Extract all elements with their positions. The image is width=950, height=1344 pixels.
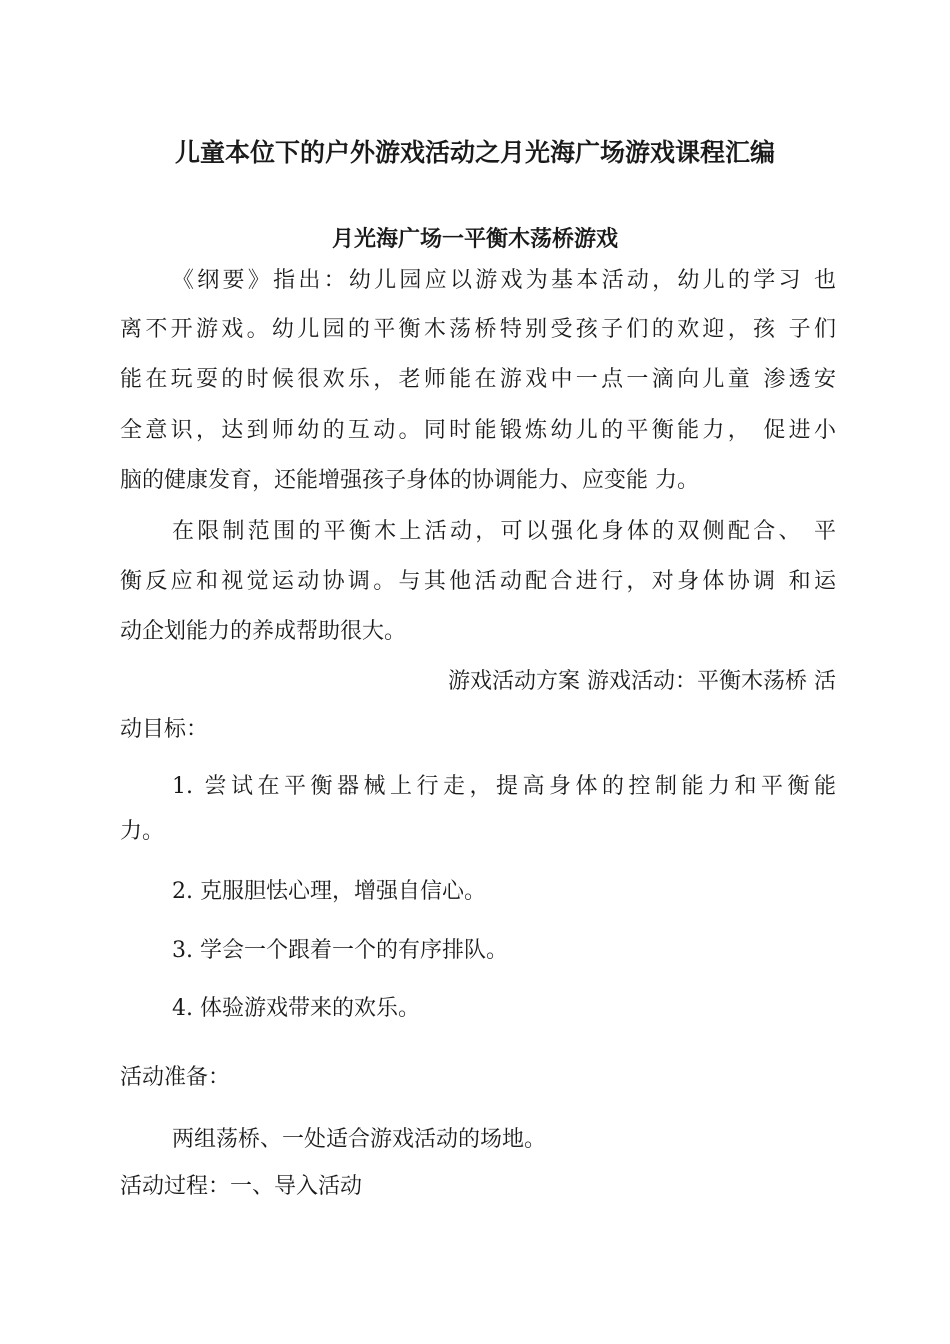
paragraph-line: 衡反应和视觉运动协调。与其他活动配合进行，对身体协调 和运 <box>120 569 836 594</box>
goals-heading: 动目标： <box>120 717 209 742</box>
section-subtitle: 月光海广场一平衡木荡桥游戏 <box>331 226 618 252</box>
paragraph-line: 脑的健康发育，还能增强孩子身体的协调能力、应变能 力。 <box>120 468 699 493</box>
goal-item: 4. 体验游戏带来的欢乐。 <box>172 996 420 1021</box>
prep-text: 两组荡桥、一处适合游戏活动的场地。 <box>172 1127 547 1152</box>
paragraph-line: 能在玩耍的时候很欢乐，老师能在游戏中一点一滴向儿童 渗透安 <box>120 367 836 392</box>
paragraph-line: 《纲要》指出：幼儿园应以游戏为基本活动，幼儿的学习 也 <box>172 268 836 293</box>
goal-item: 2. 克服胆怯心理，增强自信心。 <box>172 879 486 904</box>
paragraph-line: 动企划能力的养成帮助很大。 <box>120 619 407 644</box>
plan-heading: 游戏活动方案 游戏活动：平衡木荡桥 活 <box>448 669 836 694</box>
goal-item: 3. 学会一个跟着一个的有序排队。 <box>172 938 508 963</box>
document-title: 儿童本位下的户外游戏活动之月光海广场游戏课程汇编 <box>174 138 775 167</box>
paragraph-line: 在限制范围的平衡木上活动，可以强化身体的双侧配合、 平 <box>172 519 836 544</box>
prep-heading: 活动准备： <box>120 1065 231 1090</box>
process-heading: 活动过程：一、导入活动 <box>120 1174 363 1199</box>
goal-item: 1. 尝试在平衡器械上行走，提高身体的控制能力和平衡能 <box>172 774 836 799</box>
goal-item-continuation: 力。 <box>120 819 165 844</box>
paragraph-line: 全意识，达到师幼的互动。同时能锻炼幼儿的平衡能力， 促进小 <box>120 418 836 443</box>
paragraph-line: 离不开游戏。幼儿园的平衡木荡桥特别受孩子们的欢迎，孩 子们 <box>120 317 836 342</box>
